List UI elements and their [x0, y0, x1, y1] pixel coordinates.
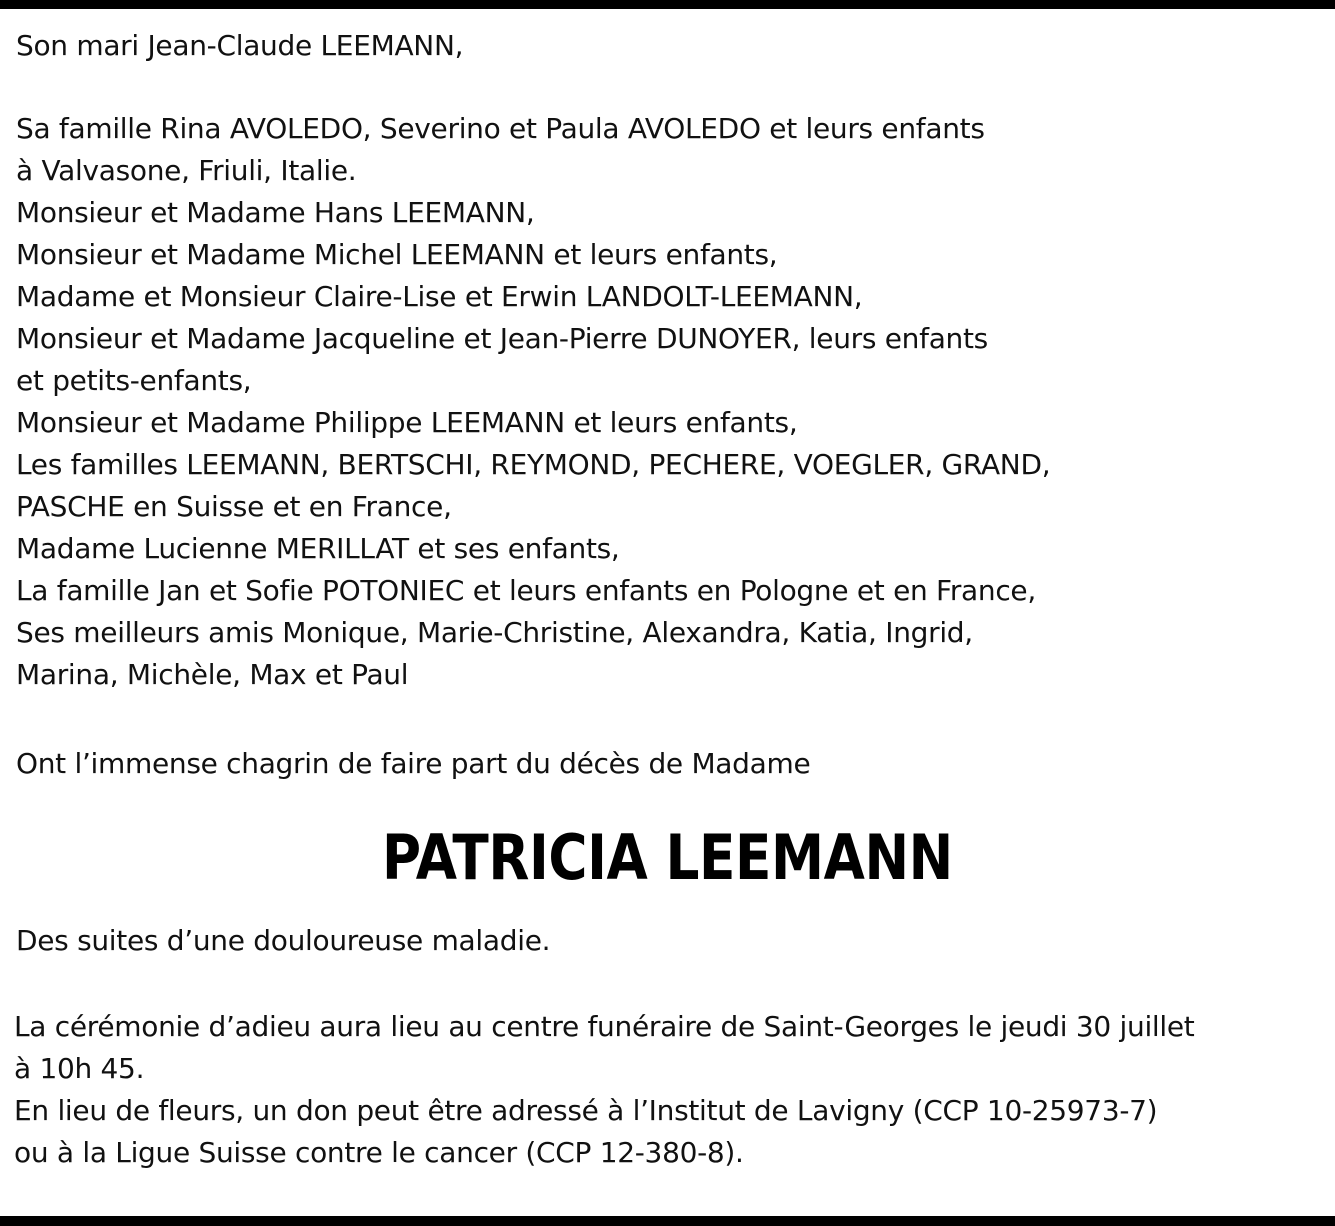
announcement-line: Ont l’immense chagrin de faire part du décès de Madame [16, 747, 811, 780]
ceremony-line: à 10h 45. [14, 1052, 145, 1085]
family-line: Monsieur et Madame Michel LEEMANN et leurs enfants, [16, 238, 778, 271]
ceremony-details [14, 1006, 1195, 1174]
family-line: Monsieur et Madame Jacqueline et Jean-Pierre DUNOYER, leurs enfants [16, 322, 988, 355]
announcement-text [16, 743, 810, 785]
family-line: PASCHE en Suisse et en France, [16, 490, 452, 523]
family-line: Madame Lucienne MERILLAT et ses enfants, [16, 532, 620, 565]
top-border-rule [0, 0, 1335, 9]
notice-line: Son mari Jean-Claude LEEMANN, [16, 29, 464, 62]
family-line: et petits-enfants, [16, 364, 252, 397]
family-line: Madame et Monsieur Claire-Lise et Erwin LANDOLT-LEEMANN, [16, 280, 863, 313]
family-line: Sa famille Rina AVOLEDO, Severino et Paula AVOLEDO et leurs enfants [16, 112, 985, 145]
cause-line: Des suites d’une douloureuse maladie. [16, 924, 551, 957]
deceased-name-heading: PATRICIA LEEMANN [381, 821, 953, 894]
family-line: Monsieur et Madame Philippe LEEMANN et leurs enfants, [16, 406, 798, 439]
family-line: Les familles LEEMANN, BERTSCHI, REYMOND, PECHERE, VOEGLER, GRAND, [16, 448, 1051, 481]
ceremony-line: ou à la Ligue Suisse contre le cancer (CCP 12-380-8). [14, 1136, 744, 1169]
ceremony-line: En lieu de fleurs, un don peut être adressé à l’Institut de Lavigny (CCP 10-25973-7) [14, 1094, 1158, 1127]
family-line: Monsieur et Madame Hans LEEMANN, [16, 196, 535, 229]
cause-of-death-text [16, 920, 550, 962]
bottom-border-rule [0, 1216, 1335, 1226]
family-line: Marina, Michèle, Max et Paul [16, 658, 409, 691]
family-line: à Valvasone, Friuli, Italie. [16, 154, 357, 187]
ceremony-line: La cérémonie d’adieu aura lieu au centre funéraire de Saint-Georges le jeudi 30 juillet [14, 1010, 1195, 1043]
family-line: La famille Jan et Sofie POTONIEC et leurs enfants en Pologne et en France, [16, 574, 1036, 607]
husband-line [16, 25, 463, 67]
family-line: Ses meilleurs amis Monique, Marie-Christine, Alexandra, Katia, Ingrid, [16, 616, 973, 649]
family-list [16, 108, 1050, 696]
